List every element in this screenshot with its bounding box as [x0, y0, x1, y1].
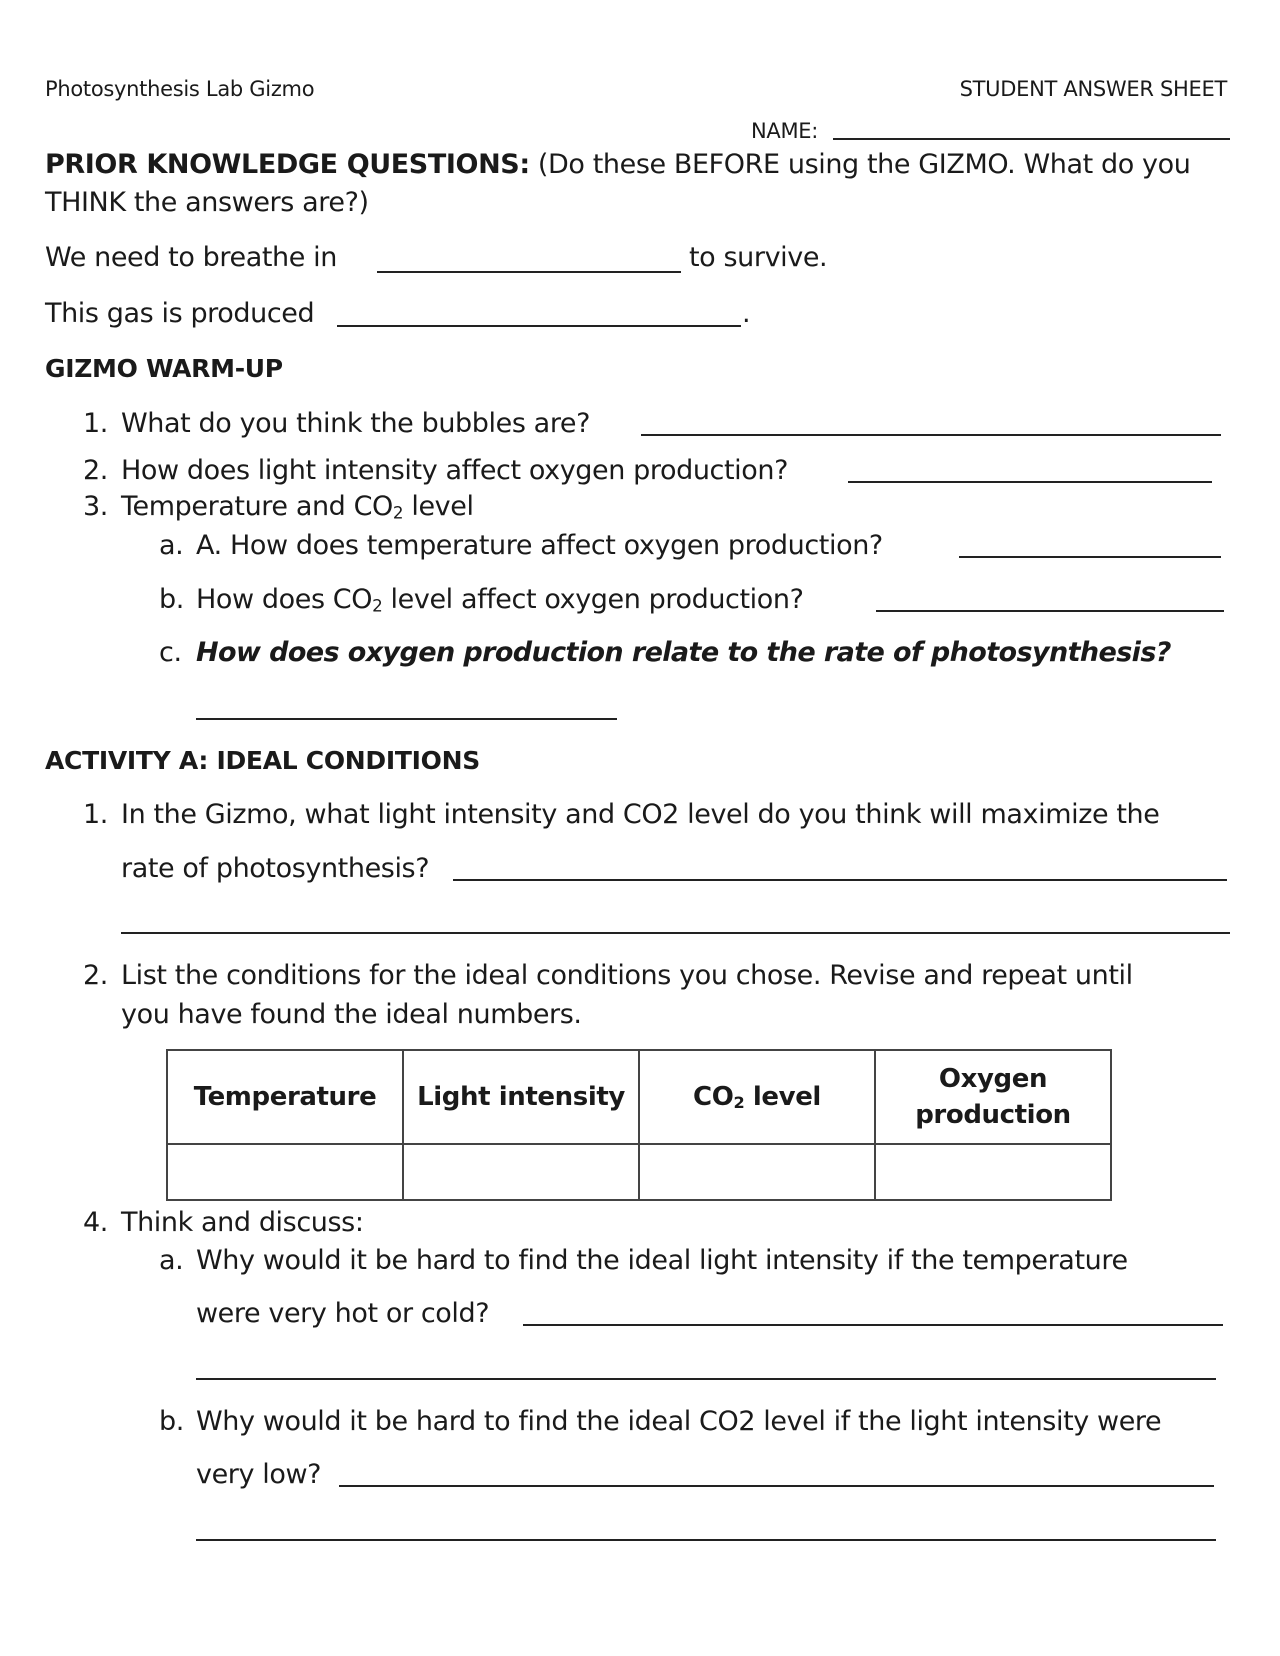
header-temperature: Temperature — [167, 1050, 403, 1144]
prior-q1-text: We need to breathe in — [45, 242, 337, 273]
activity-q4b-text-cont: very low? — [196, 1459, 322, 1490]
warmup-qc-text: How does oxygen production relate to the rate of photosynthesis? — [196, 637, 1171, 668]
warmup-qb-subscript: 2 — [372, 595, 383, 616]
warmup-q2-text: How does light intensity affect oxygen production? — [121, 455, 789, 486]
activity-q1-text-cont: rate of photosynthesis? — [121, 853, 430, 884]
warmup-q1-answer-line[interactable] — [641, 434, 1221, 436]
activity-q4b-answer-line-1[interactable] — [339, 1485, 1214, 1487]
activity-q4b-letter: b. — [159, 1406, 184, 1437]
ideal-conditions-table — [166, 1049, 1112, 1201]
warmup-qa-answer-line[interactable] — [959, 556, 1221, 558]
warmup-q3-number: 3. — [83, 491, 108, 522]
prior-q1-text-end: to survive. — [689, 242, 828, 273]
activity-q1-text: In the Gizmo, what light intensity and CO2 level do you think will maximize the — [121, 799, 1160, 830]
activity-q4a-text: Why would it be hard to find the ideal light intensity if the temperature — [196, 1245, 1128, 1276]
name-label: NAME: — [751, 119, 819, 143]
warmup-qc-letter: c. — [159, 637, 182, 668]
cell-oxygen-production[interactable] — [875, 1144, 1111, 1200]
header-co2-end: level — [744, 1081, 821, 1112]
warmup-q1-text: What do you think the bubbles are? — [121, 408, 591, 439]
warmup-heading: GIZMO WARM-UP — [45, 354, 283, 383]
sheet-type-label: STUDENT ANSWER SHEET — [959, 77, 1227, 101]
activity-q4-text: Think and discuss: — [121, 1207, 364, 1238]
activity-q4b-answer-line-2[interactable] — [196, 1539, 1216, 1541]
prior-q1-answer-line[interactable] — [377, 271, 681, 273]
warmup-q3-text-start: Temperature and CO — [121, 491, 393, 522]
document-title: Photosynthesis Lab Gizmo — [45, 77, 315, 101]
warmup-q3-text-end: level — [403, 491, 474, 522]
activity-q4a-letter: a. — [159, 1245, 184, 1276]
table-header-row — [167, 1050, 1111, 1144]
warmup-q3-subscript: 2 — [392, 502, 404, 523]
prior-knowledge-instruction: (Do these BEFORE using the GIZMO. What do you — [529, 149, 1191, 180]
warmup-qb-text-end: level affect oxygen production? — [382, 584, 804, 615]
activity-a-heading: ACTIVITY A: IDEAL CONDITIONS — [45, 746, 480, 775]
header-light-intensity: Light intensity — [403, 1050, 639, 1144]
prior-q2-text: This gas is produced — [45, 298, 315, 329]
header-oxygen-line2: production — [915, 1100, 1071, 1130]
warmup-qb-answer-line[interactable] — [876, 610, 1224, 612]
warmup-qb-letter: b. — [159, 584, 184, 615]
header-oxygen-line1: Oxygen — [938, 1063, 1048, 1094]
activity-q4a-answer-line-1[interactable] — [523, 1324, 1223, 1326]
cell-temperature[interactable] — [167, 1144, 403, 1200]
activity-q4a-answer-line-2[interactable] — [196, 1378, 1216, 1380]
warmup-qa-text: A. How does temperature affect oxygen production? — [196, 530, 883, 561]
header-co2-start: CO — [693, 1081, 734, 1112]
header-oxygen-production — [875, 1050, 1111, 1144]
warmup-qa-letter: a. — [159, 530, 184, 561]
activity-q4b-text: Why would it be hard to find the ideal CO2 level if the light intensity were — [196, 1406, 1162, 1437]
prior-q2-answer-line[interactable] — [337, 325, 741, 327]
name-answer-line[interactable] — [833, 138, 1230, 140]
warmup-q3-text — [121, 491, 474, 522]
warmup-q2-number: 2. — [83, 455, 108, 486]
warmup-qc-answer-line[interactable] — [196, 718, 617, 720]
table-row — [167, 1144, 1111, 1200]
header-co2-level — [639, 1050, 875, 1144]
warmup-q2-answer-line[interactable] — [848, 481, 1212, 483]
activity-q1-number: 1. — [83, 799, 108, 830]
warmup-qb-text — [196, 584, 804, 615]
cell-co2-level[interactable] — [639, 1144, 875, 1200]
activity-q2-number: 2. — [83, 960, 108, 991]
warmup-qb-text-start: How does CO — [196, 584, 373, 615]
activity-q2-text-cont: you have found the ideal numbers. — [121, 999, 582, 1030]
warmup-q1-number: 1. — [83, 408, 108, 439]
prior-knowledge-intro — [45, 149, 1190, 180]
activity-q4a-text-cont: were very hot or cold? — [196, 1298, 490, 1329]
cell-light-intensity[interactable] — [403, 1144, 639, 1200]
prior-q2-text-end: . — [742, 298, 751, 329]
activity-q1-answer-line-2[interactable] — [121, 932, 1230, 934]
activity-q4-number: 4. — [83, 1207, 108, 1238]
activity-q2-text: List the conditions for the ideal conditions you chose. Revise and repeat until — [121, 960, 1133, 991]
prior-knowledge-instruction-cont: THINK the answers are?) — [45, 187, 369, 218]
activity-q1-answer-line-1[interactable] — [453, 879, 1227, 881]
header-co2-subscript: 2 — [733, 1093, 745, 1113]
prior-knowledge-heading: PRIOR KNOWLEDGE QUESTIONS: — [45, 149, 530, 180]
